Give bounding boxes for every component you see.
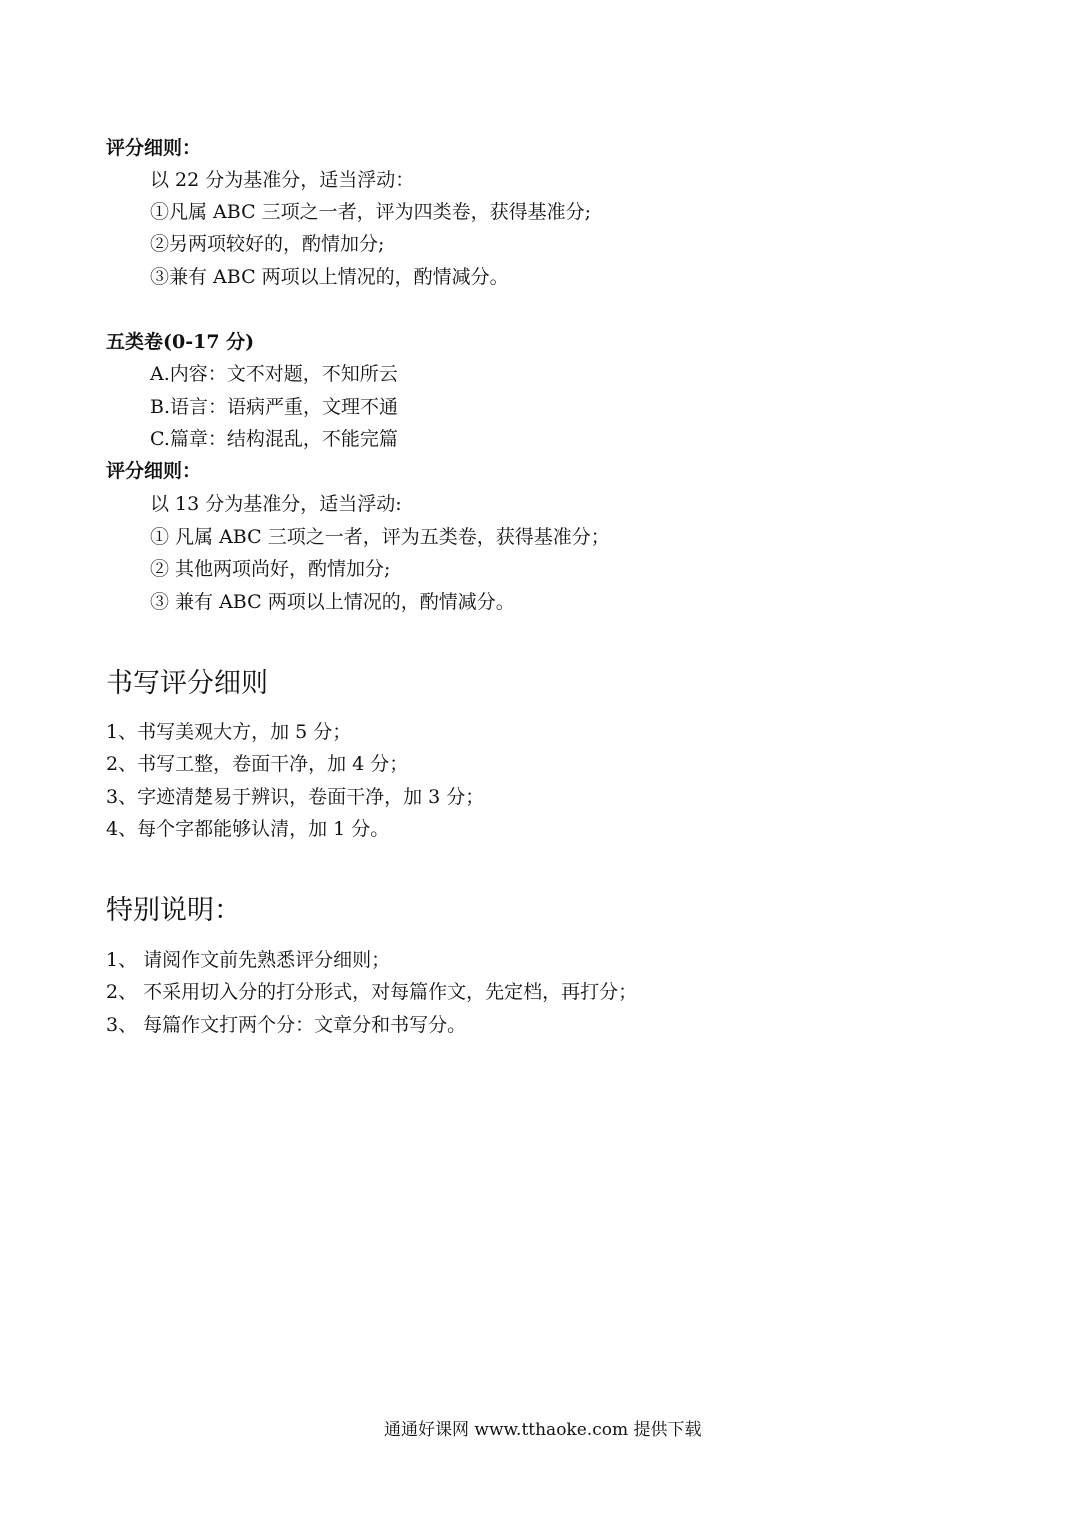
writing-item: 2、书写工整，卷面干净，加 4 分；	[106, 753, 409, 775]
criteria-item: B.语言：语病严重，文理不通	[150, 396, 399, 418]
writing-item: 3、字迹清楚易于辨识，卷面干净，加 3 分；	[106, 786, 485, 808]
criteria-item: A.内容：文不对题，不知所云	[150, 363, 398, 385]
footer-source: 通通好课网 www.tthaoke.com 提供下载	[384, 1420, 702, 1440]
writing-item: 4、每个字都能够认清，加 1 分。	[106, 818, 390, 840]
rule-item: ①凡属 ABC 三项之一者，评为四类卷，获得基准分;	[150, 201, 592, 223]
rules-title-grade4: 评分细则：	[106, 137, 202, 159]
note-item: 3、 每篇作文打两个分：文章分和书写分。	[106, 1014, 467, 1036]
rules-intro-grade5: 以 13 分为基准分，适当浮动:	[150, 493, 402, 515]
criteria-item: C.篇章：结构混乱，不能完篇	[150, 428, 398, 450]
rule-item: ②另两项较好的，酌情加分;	[150, 233, 385, 255]
note-item: 2、 不采用切入分的打分形式，对每篇作文，先定档，再打分；	[106, 981, 638, 1003]
rule-item: ① 凡属 ABC 三项之一者，评为五类卷，获得基准分；	[150, 526, 610, 548]
note-item: 1、 请阅作文前先熟悉评分细则；	[106, 949, 391, 971]
rule-item: ③兼有 ABC 两项以上情况的，酌情减分。	[150, 266, 509, 288]
rules-intro-grade4: 以 22 分为基准分，适当浮动：	[150, 169, 415, 191]
rule-item: ③ 兼有 ABC 两项以上情况的，酌情减分。	[150, 591, 515, 613]
writing-title: 书写评分细则	[106, 668, 268, 699]
rule-item: ② 其他两项尚好，酌情加分;	[150, 558, 391, 580]
grade5-title: 五类卷(0-17 分)	[106, 331, 255, 353]
writing-item: 1、书写美观大方，加 5 分；	[106, 721, 352, 743]
rules-title-grade5: 评分细则：	[106, 460, 202, 482]
notes-title: 特别说明：	[106, 895, 241, 926]
